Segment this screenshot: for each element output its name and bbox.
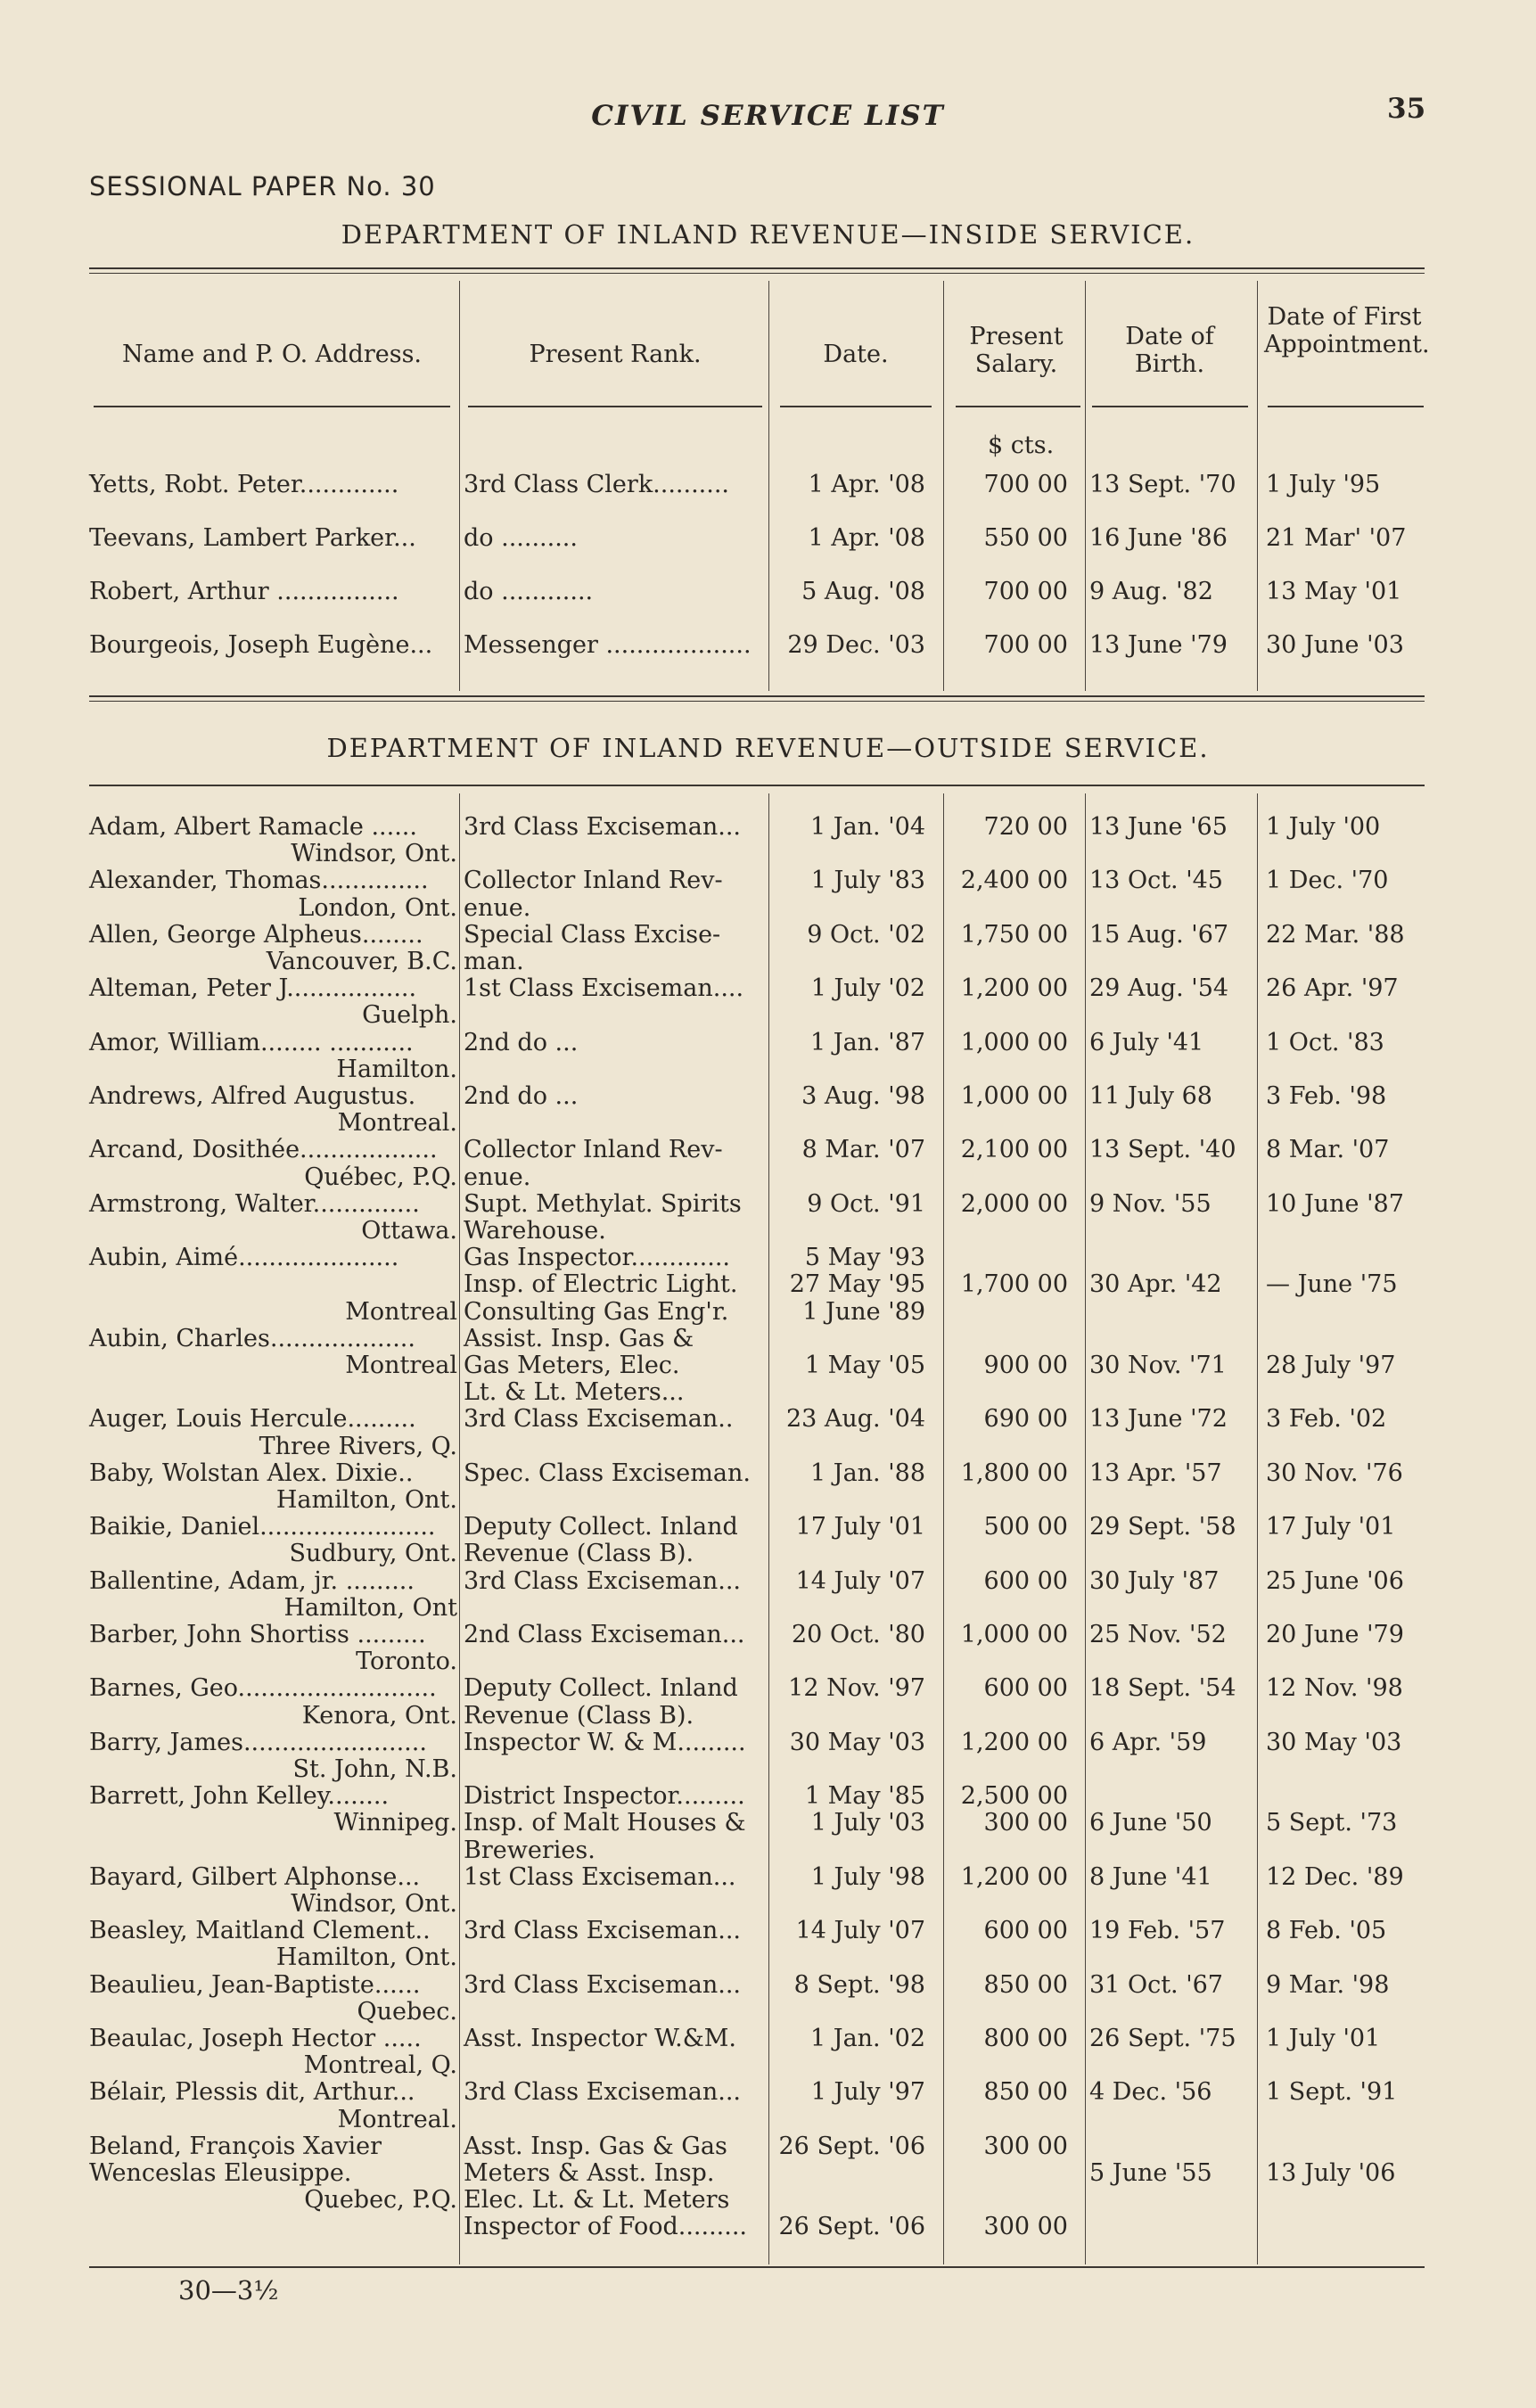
entry-salary: 2,500 00: [960, 1782, 1068, 1811]
entry-name: Arcand, Dosithée..................: [89, 1136, 438, 1164]
entry-rank: 3rd Class Exciseman...: [464, 1566, 742, 1595]
entry-rank: 2nd Class Exciseman...: [464, 1621, 745, 1648]
entry-first-appointment: 1 Dec. '70: [1266, 867, 1389, 895]
entry-name: Ballentine, Adam, jr. .........: [89, 1566, 415, 1595]
entry-location: Québec, P.Q.: [304, 1163, 457, 1191]
entry-rank: 3rd Class Exciseman...: [464, 813, 742, 841]
entry-date: 17 July '01: [795, 1513, 925, 1541]
entry-birth-date: 31 Oct. '67: [1089, 1970, 1223, 1999]
entry-date: 5 May '93: [804, 1244, 925, 1272]
entry-rank: 1st Class Exciseman...: [464, 1862, 736, 1891]
entry-date: 1 May '85: [804, 1782, 925, 1811]
entry-name: Andrews, Alfred Augustus.: [89, 1082, 416, 1110]
entry-name: Adam, Albert Ramacle ......: [89, 813, 417, 841]
entry-birth-date: 16 June '86: [1089, 524, 1228, 552]
entry-rank: 3rd Class Clerk..........: [464, 471, 730, 498]
entry-location: Toronto.: [356, 1648, 457, 1676]
col-rule: [768, 793, 769, 2264]
entry-first-appointment: 5 Sept. '73: [1266, 1809, 1398, 1837]
header-underline-first: [1268, 406, 1424, 407]
entry-rank: Warehouse.: [464, 1217, 606, 1245]
entry-salary: 700 00: [983, 578, 1068, 605]
entry-rank: Inspector of Food.........: [464, 2213, 748, 2241]
entry-rank: Gas Meters, Elec.: [464, 1352, 680, 1379]
entry-birth-date: 30 July '87: [1089, 1566, 1220, 1595]
entry-birth-date: 30 Apr. '42: [1089, 1270, 1222, 1299]
entry-birth-date: 29 Aug. '54: [1089, 974, 1229, 1003]
outside-service-title: DEPARTMENT OF INLAND REVENUE—OUTSIDE SERVICE.: [326, 733, 1210, 763]
entry-first-appointment: 13 July '06: [1266, 2159, 1396, 2187]
entry-rank: 3rd Class Exciseman...: [464, 1970, 742, 1999]
entry-salary: 1,200 00: [960, 1862, 1068, 1891]
entry-birth-date: 13 June '79: [1089, 631, 1228, 659]
entry-name: Armstrong, Walter..............: [89, 1189, 420, 1218]
entry-date: 8 Mar. '07: [801, 1136, 925, 1164]
entry-salary: 300 00: [983, 1809, 1068, 1837]
entry-date: 30 May '03: [789, 1728, 925, 1756]
entry-date: 1 Apr. '08: [808, 471, 925, 498]
entry-rank: Consulting Gas Eng'r.: [464, 1297, 729, 1326]
entry-rank: Special Class Excise-: [464, 920, 721, 949]
rule-top-inner: [89, 273, 1425, 274]
entry-salary: 600 00: [983, 1674, 1068, 1703]
entry-date: 26 Sept. '06: [778, 2213, 925, 2241]
entry-birth-date: 8 June '41: [1089, 1862, 1212, 1891]
entry-birth-date: 11 July 68: [1089, 1082, 1212, 1110]
entry-salary: 1,200 00: [960, 1728, 1068, 1756]
entry-salary: 300 00: [983, 2213, 1068, 2241]
entry-location: Montreal: [345, 1352, 457, 1379]
entry-first-appointment: 30 May '03: [1266, 1728, 1402, 1756]
entry-first-appointment: 9 Mar. '98: [1266, 1970, 1390, 1999]
sessional-paper: SESSIONAL PAPER No. 30: [89, 171, 436, 201]
entry-name: Yetts, Robt. Peter.............: [89, 471, 399, 498]
entry-salary: 1,000 00: [960, 1621, 1068, 1648]
entry-date: 29 Dec. '03: [787, 631, 925, 659]
entry-birth-date: 13 June '72: [1089, 1405, 1228, 1434]
entry-birth-date: 15 Aug. '67: [1089, 920, 1229, 949]
entry-location: Montreal, Q.: [303, 2051, 457, 2080]
entry-salary: 700 00: [983, 471, 1068, 498]
entry-first-appointment: 25 June '06: [1266, 1566, 1404, 1595]
entry-rank: do ..........: [464, 524, 578, 552]
entry-date: 1 July '98: [810, 1862, 925, 1891]
entry-rank: 3rd Class Exciseman...: [464, 1917, 742, 1945]
entry-first-appointment: 28 July '97: [1266, 1352, 1396, 1379]
entry-birth-date: 9 Nov. '55: [1089, 1189, 1212, 1218]
entry-salary: 690 00: [983, 1405, 1068, 1434]
entry-date: 14 July '07: [795, 1917, 925, 1945]
entry-first-appointment: 12 Nov. '98: [1266, 1674, 1403, 1703]
entry-first-appointment: 3 Feb. '02: [1266, 1405, 1387, 1434]
entry-date: 1 July '02: [810, 974, 925, 1003]
entry-rank: Insp. of Electric Light.: [464, 1270, 738, 1299]
entry-birth-date: 29 Sept. '58: [1089, 1513, 1236, 1541]
entry-first-appointment: 10 June '87: [1266, 1189, 1404, 1218]
entry-rank: Messenger ...................: [464, 631, 752, 659]
entry-location: Montreal.: [337, 1109, 457, 1138]
entry-rank: enue.: [464, 893, 531, 922]
entry-date: 1 July '03: [810, 1809, 925, 1837]
header-salary: Present Salary.: [969, 323, 1064, 378]
entry-rank: 3rd Class Exciseman...: [464, 2078, 742, 2107]
entry-birth-date: 13 June '65: [1089, 813, 1228, 841]
entry-name: Baikie, Daniel.......................: [89, 1513, 436, 1541]
entry-salary: 2,400 00: [960, 867, 1068, 895]
entry-location: Vancouver, B.C.: [266, 948, 457, 975]
entry-rank: District Inspector.........: [464, 1782, 745, 1811]
entry-birth-date: 13 Sept. '40: [1089, 1136, 1236, 1164]
entry-birth-date: 6 July '41: [1089, 1028, 1204, 1056]
entry-birth-date: 30 Nov. '71: [1089, 1352, 1227, 1379]
entry-name: Teevans, Lambert Parker...: [89, 524, 416, 552]
entry-date: 1 Jan. '87: [809, 1028, 925, 1056]
entry-salary: 600 00: [983, 1917, 1068, 1945]
entry-date: 27 May '95: [789, 1270, 925, 1299]
entry-rank: Deputy Collect. Inland: [464, 1674, 738, 1703]
entry-name: Aubin, Charles...................: [89, 1324, 415, 1352]
entry-location: London, Ont.: [298, 893, 457, 922]
entry-birth-date: 26 Sept. '75: [1089, 2025, 1236, 2052]
entry-location: Hamilton, Ont: [283, 1593, 457, 1622]
entry-salary: 1,750 00: [960, 920, 1068, 949]
entry-date: 23 Aug. '04: [785, 1405, 925, 1434]
col-rule: [1257, 281, 1258, 691]
entry-rank: 2nd do ...: [464, 1028, 579, 1056]
entry-location: Quebec.: [357, 1997, 457, 2026]
entry-first-appointment: 30 Nov. '76: [1266, 1459, 1403, 1487]
entry-first-appointment: — June '75: [1266, 1270, 1398, 1299]
entry-name: Barber, John Shortiss .........: [89, 1621, 426, 1648]
entry-first-appointment: 1 July '01: [1266, 2025, 1381, 2052]
entry-birth-date: 19 Feb. '57: [1089, 1917, 1226, 1945]
entry-name: Wenceslas Eleusippe.: [89, 2159, 352, 2187]
entry-date: 14 July '07: [795, 1566, 925, 1595]
entry-date: 8 Sept. '98: [793, 1970, 925, 1999]
currency-label: $ cts.: [988, 431, 1055, 459]
rule-outside-top: [89, 785, 1425, 786]
entry-date: 1 July '83: [810, 867, 925, 895]
entry-first-appointment: 26 Apr. '97: [1266, 974, 1399, 1003]
entry-date: 3 Aug. '98: [801, 1082, 925, 1110]
entry-location: Kenora, Ont.: [301, 1701, 457, 1730]
entry-rank: 2nd do ...: [464, 1082, 579, 1110]
entry-location: Hamilton, Ont.: [275, 1944, 457, 1972]
entry-first-appointment: 13 May '01: [1266, 578, 1402, 605]
rule-top: [89, 267, 1425, 269]
entry-name: Auger, Louis Hercule.........: [89, 1405, 416, 1434]
entry-rank: 3rd Class Exciseman..: [464, 1405, 734, 1434]
entry-birth-date: 13 Oct. '45: [1089, 867, 1223, 895]
entry-rank: Asst. Inspector W.&M.: [464, 2025, 736, 2052]
entry-rank: Revenue (Class B).: [464, 1701, 694, 1730]
header-first-appointment: Date of First Appointment.: [1264, 303, 1430, 358]
entry-first-appointment: 17 July '01: [1266, 1513, 1396, 1541]
entry-location: Montreal: [345, 1297, 457, 1326]
entry-rank: 1st Class Exciseman....: [464, 974, 744, 1003]
entry-rank: Collector Inland Rev-: [464, 867, 723, 895]
entry-name: Beland, François Xavier: [89, 2132, 382, 2160]
entry-salary: 550 00: [983, 524, 1068, 552]
signature-mark: 30—3½: [178, 2275, 279, 2305]
entry-location: Hamilton, Ont.: [275, 1486, 457, 1514]
entry-rank: Assist. Insp. Gas &: [464, 1324, 694, 1352]
entry-first-appointment: 1 Oct. '83: [1266, 1028, 1384, 1056]
entry-rank: Breweries.: [464, 1836, 596, 1864]
entry-date: 20 Oct. '80: [792, 1621, 925, 1648]
entry-first-appointment: 20 June '79: [1266, 1621, 1404, 1648]
header-underline-name: [94, 406, 450, 407]
entry-date: 1 Apr. '08: [808, 524, 925, 552]
entry-rank: Collector Inland Rev-: [464, 1136, 723, 1164]
col-rule: [943, 281, 944, 691]
entry-name: Beaulac, Joseph Hector .....: [89, 2025, 422, 2052]
header-underline-rank: [468, 406, 762, 407]
entry-salary: 720 00: [983, 813, 1068, 841]
entry-first-appointment: 8 Mar. '07: [1266, 1136, 1390, 1164]
entry-salary: 2,100 00: [960, 1136, 1068, 1164]
col-rule: [1085, 793, 1086, 2264]
entry-name: Aubin, Aimé.....................: [89, 1244, 399, 1272]
entry-location: Quebec, P.Q.: [304, 2186, 457, 2215]
entry-name: Barrett, John Kelley........: [89, 1782, 390, 1811]
rule-page-bottom: [89, 2266, 1425, 2268]
col-rule: [768, 281, 769, 691]
entry-first-appointment: 1 Sept. '91: [1266, 2078, 1398, 2107]
entry-salary: 300 00: [983, 2132, 1068, 2160]
entry-date: 26 Sept. '06: [778, 2132, 925, 2160]
rule-inside-bottom-inner: [89, 701, 1425, 702]
entry-rank: Elec. Lt. & Lt. Meters: [464, 2186, 730, 2215]
entry-rank: do ............: [464, 578, 594, 605]
entry-rank: Lt. & Lt. Meters...: [464, 1378, 685, 1407]
entry-name: Beaulieu, Jean-Baptiste......: [89, 1970, 421, 1999]
entry-birth-date: 6 June '50: [1089, 1809, 1212, 1837]
entry-rank: Meters & Asst. Insp.: [464, 2159, 715, 2187]
entry-date: 1 Jan. '88: [809, 1459, 925, 1487]
entry-date: 1 Jan. '02: [809, 2025, 925, 2052]
entry-rank: Deputy Collect. Inland: [464, 1513, 738, 1541]
entry-salary: 900 00: [983, 1352, 1068, 1379]
entry-location: Hamilton.: [336, 1055, 457, 1083]
entry-name: Barnes, Geo..........................: [89, 1674, 437, 1703]
entry-first-appointment: 3 Feb. '98: [1266, 1082, 1387, 1110]
entry-name: Barry, James........................: [89, 1728, 427, 1756]
entry-first-appointment: 1 July '95: [1266, 471, 1381, 498]
running-head: CIVIL SERVICE LIST: [591, 100, 945, 132]
header-underline-salary: [956, 406, 1080, 407]
inside-service-title: DEPARTMENT OF INLAND REVENUE—INSIDE SERVICE.: [341, 219, 1195, 250]
header-name: Name and P. O. Address.: [121, 341, 423, 368]
entry-birth-date: 25 Nov. '52: [1089, 1621, 1227, 1648]
entry-location: Windsor, Ont.: [291, 1890, 457, 1918]
entry-salary: 1,200 00: [960, 974, 1068, 1003]
entry-date: 1 June '89: [802, 1297, 925, 1326]
entry-location: Sudbury, Ont.: [289, 1540, 457, 1568]
entry-rank: enue.: [464, 1163, 531, 1191]
entry-name: Baby, Wolstan Alex. Dixie..: [89, 1459, 414, 1487]
entry-date: 9 Oct. '91: [807, 1189, 925, 1218]
entry-first-appointment: 1 July '00: [1266, 813, 1381, 841]
entry-salary: 2,000 00: [960, 1189, 1068, 1218]
col-rule: [943, 793, 944, 2264]
entry-first-appointment: 30 June '03: [1266, 631, 1404, 659]
col-rule: [459, 793, 460, 2264]
entry-birth-date: 4 Dec. '56: [1089, 2078, 1212, 2107]
entry-rank: Revenue (Class B).: [464, 1540, 694, 1568]
entry-salary: 600 00: [983, 1566, 1068, 1595]
entry-name: Robert, Arthur ................: [89, 578, 399, 605]
entry-name: Bélair, Plessis dit, Arthur...: [89, 2078, 415, 2107]
entry-salary: 1,000 00: [960, 1082, 1068, 1110]
entry-rank: Gas Inspector.............: [464, 1244, 731, 1272]
entry-birth-date: 9 Aug. '82: [1089, 578, 1213, 605]
entry-salary: 1,000 00: [960, 1028, 1068, 1056]
col-rule: [1257, 793, 1258, 2264]
entry-location: Ottawa.: [361, 1217, 457, 1245]
col-rule: [459, 281, 460, 691]
header-birth: Date of Birth.: [1125, 323, 1214, 378]
entry-date: 1 May '05: [804, 1352, 925, 1379]
entry-salary: 1,700 00: [960, 1270, 1068, 1299]
entry-rank: Asst. Insp. Gas & Gas: [464, 2132, 727, 2160]
entry-birth-date: 5 June '55: [1089, 2159, 1212, 2187]
entry-first-appointment: 21 Mar' '07: [1266, 524, 1407, 552]
entry-rank: Insp. of Malt Houses &: [464, 1809, 746, 1837]
entry-salary: 1,800 00: [960, 1459, 1068, 1487]
entry-location: St. John, N.B.: [292, 1755, 457, 1783]
entry-name: Beasley, Maitland Clement..: [89, 1917, 431, 1945]
entry-name: Allen, George Alpheus........: [89, 920, 423, 949]
entry-date: 1 July '97: [810, 2078, 925, 2107]
entry-rank: man.: [464, 948, 524, 975]
rule-inside-bottom: [89, 695, 1425, 697]
entry-rank: Inspector W. & M.........: [464, 1728, 746, 1756]
entry-salary: 700 00: [983, 631, 1068, 659]
entry-salary: 850 00: [983, 1970, 1068, 1999]
entry-date: 5 Aug. '08: [801, 578, 925, 605]
page-number: 35: [1387, 93, 1426, 125]
entry-name: Alexander, Thomas..............: [89, 867, 429, 895]
entry-location: Guelph.: [362, 1001, 457, 1030]
header-rank: Present Rank.: [529, 341, 702, 368]
entry-name: Bayard, Gilbert Alphonse...: [89, 1862, 421, 1891]
entry-birth-date: 18 Sept. '54: [1089, 1674, 1236, 1703]
entry-birth-date: 6 Apr. '59: [1089, 1728, 1207, 1756]
entry-date: 1 Jan. '04: [809, 813, 925, 841]
entry-salary: 800 00: [983, 2025, 1068, 2052]
header-underline-birth: [1092, 406, 1248, 407]
entry-date: 9 Oct. '02: [807, 920, 925, 949]
entry-date: 12 Nov. '97: [788, 1674, 925, 1703]
entry-name: Alteman, Peter J.................: [89, 974, 417, 1003]
entry-name: Bourgeois, Joseph Eugène...: [89, 631, 433, 659]
entry-birth-date: 13 Apr. '57: [1089, 1459, 1222, 1487]
col-rule: [1085, 281, 1086, 691]
entry-salary: 500 00: [983, 1513, 1068, 1541]
entry-location: Three Rivers, Q.: [259, 1432, 457, 1460]
entry-name: Amor, William........ ...........: [89, 1028, 414, 1056]
entry-first-appointment: 8 Feb. '05: [1266, 1917, 1387, 1945]
entry-location: Windsor, Ont.: [291, 840, 457, 868]
entry-birth-date: 13 Sept. '70: [1089, 471, 1236, 498]
entry-first-appointment: 12 Dec. '89: [1266, 1862, 1404, 1891]
entry-rank: Supt. Methylat. Spirits: [464, 1189, 742, 1218]
entry-location: Winnipeg.: [333, 1809, 457, 1837]
header-underline-date: [780, 406, 932, 407]
header-date: Date.: [823, 341, 889, 368]
entry-location: Montreal.: [337, 2105, 457, 2133]
entry-rank: Spec. Class Exciseman.: [464, 1459, 751, 1487]
entry-salary: 850 00: [983, 2078, 1068, 2107]
entry-first-appointment: 22 Mar. '88: [1266, 920, 1405, 949]
